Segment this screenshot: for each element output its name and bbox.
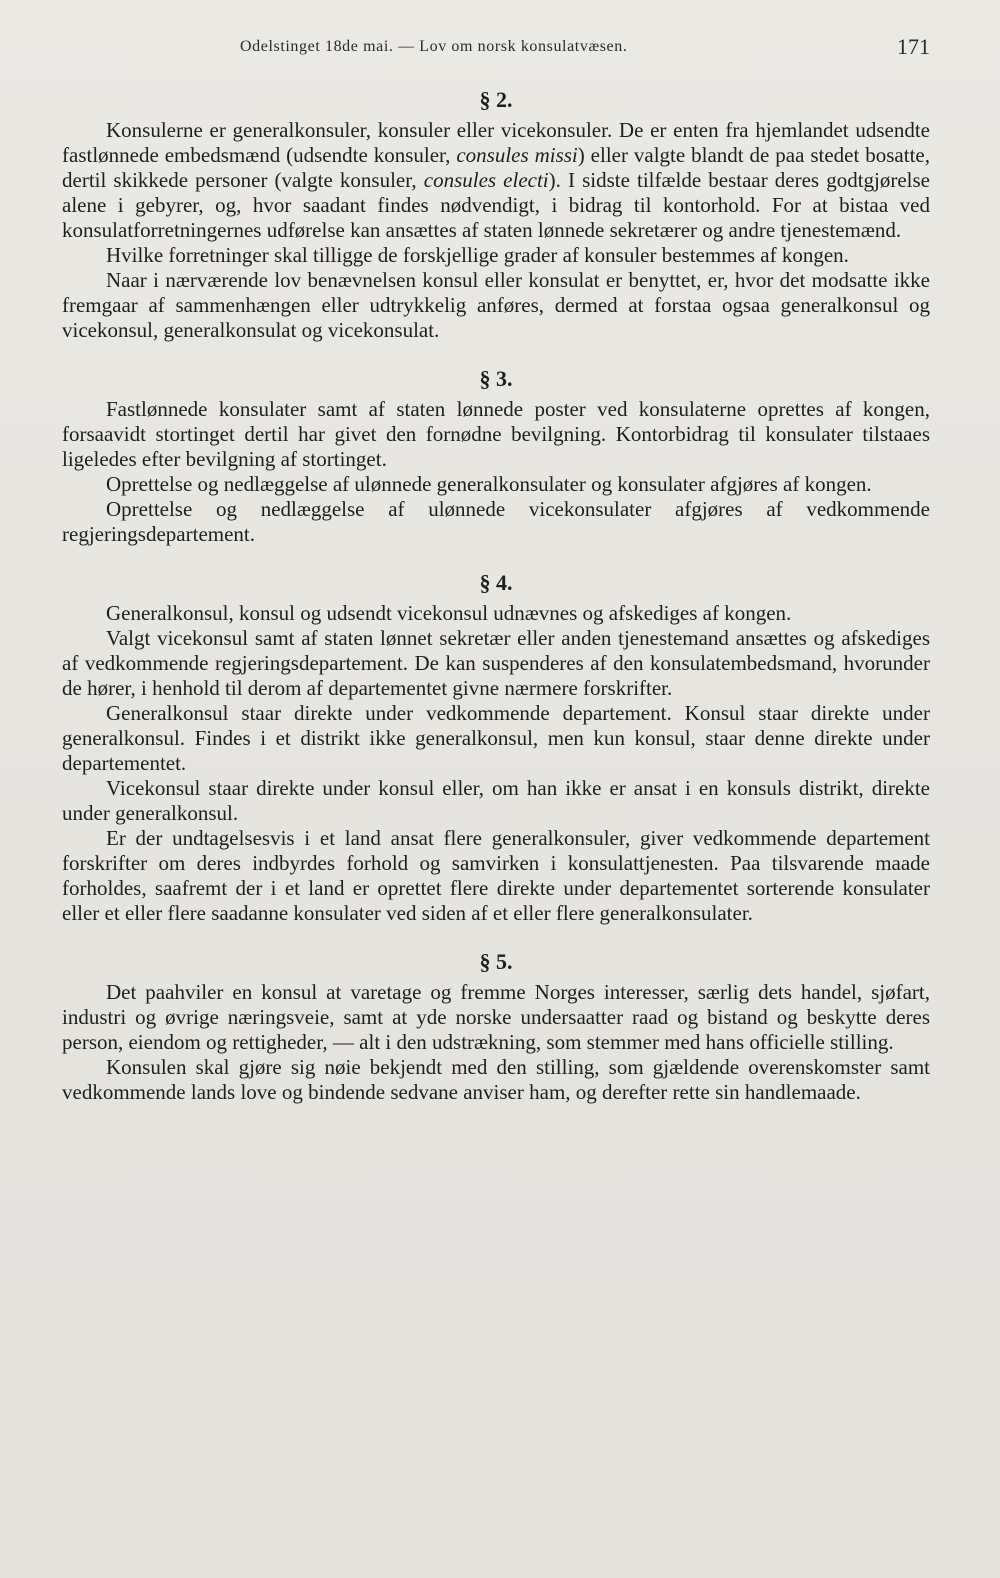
page-header	[240, 34, 930, 64]
section-heading: § 5.	[479, 949, 513, 974]
paragraph: Naar i nærværende lov benævnelsen konsul eller konsulat er benyttet, er, hvor det modsatte ikke fremgaar af sammenhængen eller udtrykkelig anføres, dermed at forstaa ogsaa generalkonsul og vicekonsul, generalkonsulat og vicekonsulat.	[62, 268, 930, 342]
paragraph: Det paahviler en konsul at varetage og fremme Norges interesser, særlig dets handel, sjøfart, industri og øvrige næringsveie, samt at yde norske undersaatter raad og bistand og beskytte deres person, eiendom og rettigheder, — alt i den udstrækning, som stemmer med hans officielle stilling.	[62, 980, 930, 1054]
paragraph: Hvilke forretninger skal tilligge de forskjellige grader af konsuler bestemmes af kongen.	[106, 243, 849, 267]
section-heading: § 2.	[479, 87, 513, 112]
paragraph: Oprettelse og nedlæggelse af ulønnede vicekonsulater afgjøres af vedkommende regjeringsdepartement.	[62, 497, 930, 546]
section-2	[62, 82, 930, 343]
running-head: Odelstinget 18de mai. — Lov om norsk konsulatvæsen.	[240, 38, 628, 55]
latin-term: consules electi	[423, 168, 549, 192]
paragraph: Generalkonsul, konsul og udsendt vicekonsul udnævnes og afskediges af kongen.	[106, 601, 792, 625]
section-4	[62, 565, 930, 926]
page-number: 171	[897, 34, 930, 59]
page-body	[62, 82, 930, 1105]
paragraph: Vicekonsul staar direkte under konsul eller, om han ikke er ansat i en konsuls distrikt, direkte under generalkonsul.	[62, 776, 930, 825]
paragraph: Fastlønnede konsulater samt af staten lønnede poster ved konsulaterne oprettes af kongen, forsaavidt stortinget dertil har givet den fornødne bevilgning. Kontorbidrag til konsulater tilstaaes ligeledes efter bevilgning af stortinget.	[62, 397, 930, 471]
paragraph: Generalkonsul staar direkte under vedkommende departement. Konsul staar direkte under generalkonsul. Findes i et distrikt ikke generalkonsul, men kun konsul, staar denne direkte under departementet.	[62, 701, 930, 775]
paragraph-text: Konsulerne er generalkonsuler, konsuler eller vicekonsuler. De er enten fra hjemlandet udsendte fastlønnede embedsmænd (udsendte konsuler,	[62, 118, 930, 167]
paragraph: Er der undtagelsesvis i et land ansat flere generalkonsuler, giver vedkommende departement forskrifter om deres indbyrdes forhold og samvirken i konsulattjenesten. Paa tilsvarende maade forholdes, saafremt der i et land er oprettet flere direkte under departementet sorterende konsulater eller et eller flere saadanne konsulater ved siden af et eller flere generalkonsulater.	[62, 826, 930, 925]
paragraph-text: ) eller valgte blandt de paa stedet bosatte, dertil skikkede personer (valgte konsuler,	[62, 143, 930, 192]
section-heading: § 4.	[479, 570, 513, 595]
section-3	[62, 361, 930, 547]
paragraph-text: ). I sidste tilfælde bestaar deres godtgjørelse alene i gebyrer, og, hvor saadant findes nødvendigt, i bidrag til kontorhold. For at bistaa ved konsulatforretningernes udførelse kan ansættes af staten lønnede sekretærer og andre tjenestemænd.	[62, 168, 931, 242]
paragraph: Valgt vicekonsul samt af staten lønnet sekretær eller anden tjenestemand ansættes og afskediges af vedkommende regjeringsdepartement. De kan suspenderes af den konsulatembedsmand, hvorunder de hører, i henhold til derom af departementet givne nærmere forskrifter.	[62, 626, 930, 700]
section-heading: § 3.	[479, 366, 513, 391]
section-5	[62, 944, 930, 1105]
paragraph	[62, 118, 930, 243]
paragraph: Konsulen skal gjøre sig nøie bekjendt med den stilling, som gjældende overenskomster samt vedkommende lands love og bindende sedvane anviser ham, og derefter rette sin handlemaade.	[62, 1055, 930, 1104]
paragraph: Oprettelse og nedlæggelse af ulønnede generalkonsulater og konsulater afgjøres af kongen.	[106, 472, 872, 496]
latin-term: consules missi	[456, 143, 578, 167]
